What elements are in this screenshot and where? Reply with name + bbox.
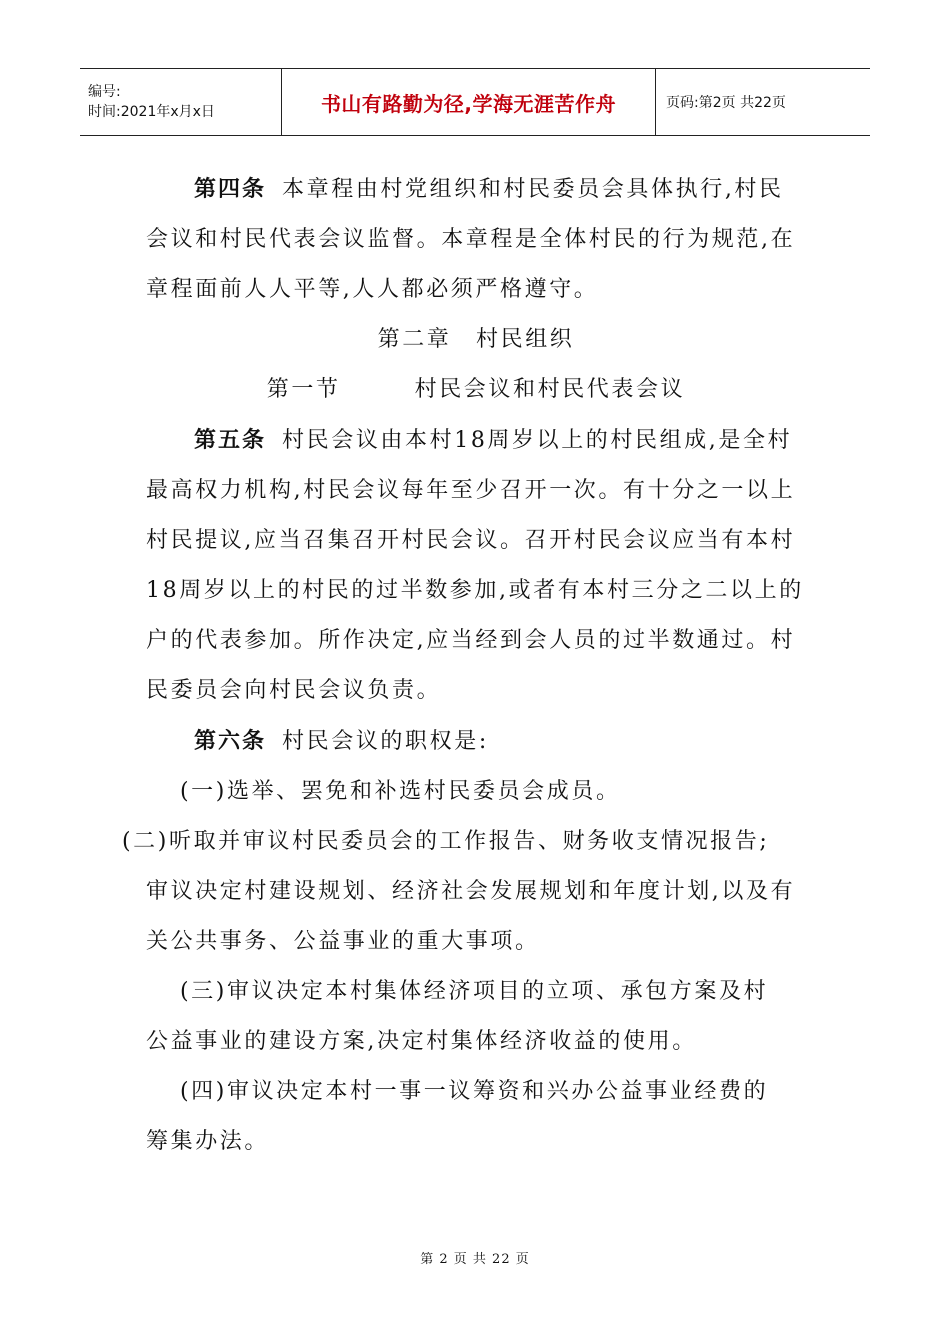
page-footer: 第 2 页 共 22 页 — [420, 1252, 530, 1267]
item-1: (一)选举、罢免和补选村民委员会成员。 — [180, 779, 621, 804]
chapter-title: 第二章 村民组织 — [377, 327, 575, 352]
header-motto-cell — [282, 69, 656, 135]
article-4 — [146, 164, 806, 215]
item-2-line: 关公共事务、公益事业的重大事项。 — [146, 929, 540, 954]
page-header — [80, 68, 870, 136]
item-3-line: 公益事业的建设方案,决定村集体经济收益的使用。 — [146, 1029, 697, 1054]
article-5-line: 最高权力机构,村民会议每年至少召开一次。有十分之一以上 — [146, 478, 796, 503]
article-5-line: 18周岁以上的村民的过半数参加,或者有本村三分之二以上的 — [146, 578, 804, 603]
item-3-line: (三)审议决定本村集体经济项目的立项、承包方案及村 — [180, 979, 769, 1004]
article-6 — [146, 716, 806, 767]
article-5-line: 村民会议由本村18周岁以上的村民组成,是全村 — [282, 428, 793, 453]
item-4-line: 筹集办法。 — [146, 1129, 270, 1154]
article-4-line: 本章程由村党组织和村民委员会具体执行,村民 — [282, 177, 784, 202]
page-label: 页码:第2页 共22页 — [666, 95, 786, 111]
article-5-line: 民委员会向村民会议负责。 — [146, 678, 442, 703]
section-heading — [146, 365, 806, 415]
number-label: 编号: — [88, 84, 121, 100]
article-6-label: 第六条 — [194, 728, 267, 754]
article-4-line: 章程面前人人平等,人人都必须严格遵守。 — [146, 277, 599, 302]
article-5-line: 户的代表参加。所作决定,应当经到会人员的过半数通过。村 — [146, 628, 796, 653]
section-title: 村民会议和村民代表会议 — [414, 377, 686, 402]
item-4-line: (四)审议决定本村一事一议筹资和兴办公益事业经费的 — [180, 1079, 769, 1104]
header-meta — [80, 69, 282, 135]
time-label: 时间:2021年x月x日 — [88, 104, 215, 120]
header-page-cell — [656, 69, 870, 135]
item-2-line: 审议决定村建设规划、经济社会发展规划和年度计划,以及有 — [146, 879, 796, 904]
article-5-line: 村民提议,应当召集召开村民会议。召开村民会议应当有本村 — [146, 528, 796, 553]
motto: 书山有路勤为径,学海无涯苦作舟 — [320, 91, 617, 116]
article-4-line: 会议和村民代表会议监督。本章程是全体村民的行为规范,在 — [146, 227, 796, 252]
article-5-label: 第五条 — [194, 427, 267, 453]
item-2-line: (二)听取并审议村民委员会的工作报告、财务收支情况报告; — [122, 829, 770, 854]
article-6-text: 村民会议的职权是: — [282, 729, 489, 754]
article-4-label: 第四条 — [194, 176, 267, 202]
document-body — [122, 164, 806, 1167]
article-5 — [146, 415, 806, 466]
section-number: 第一节 — [266, 377, 341, 402]
